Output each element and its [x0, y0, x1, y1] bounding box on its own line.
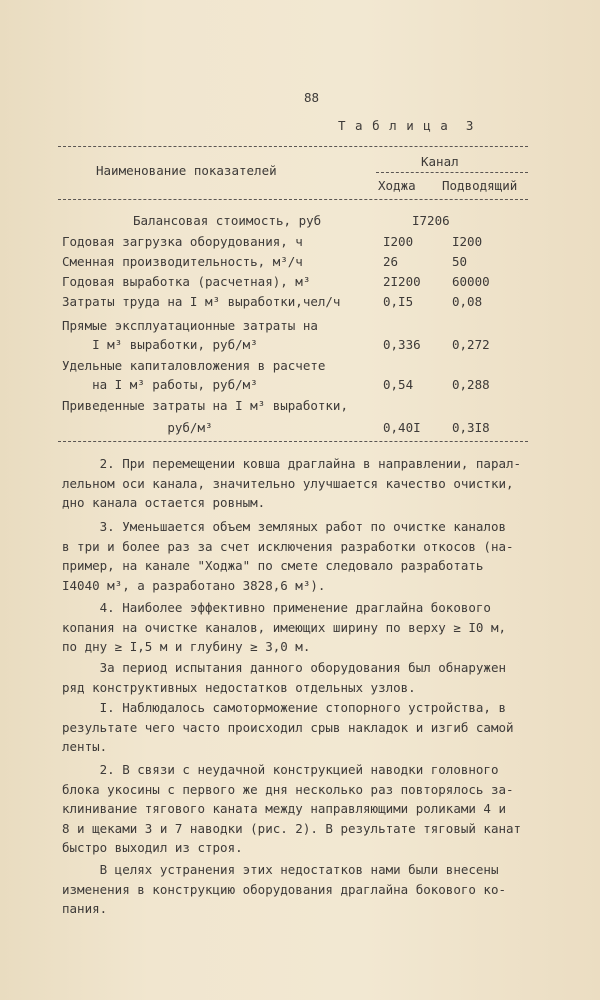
table-cell-podvodyashchiy: I200	[452, 234, 483, 249]
table-row-label: Удельные капиталовложения в расчете	[62, 358, 326, 373]
table-cell-khodzha: I200	[383, 234, 414, 249]
header-channel-group: Канал	[421, 154, 459, 169]
table-cell-podvodyashchiy: 50	[452, 254, 468, 269]
table-row-label: Прямые эксплуатационные затраты на	[62, 318, 318, 333]
header-group-rule	[376, 172, 528, 173]
table-row-label: Годовая выработка (расчетная), м³	[62, 274, 311, 289]
paragraph-line: клинивание тягового каната между направляющими роликами 4 и	[62, 801, 507, 816]
table-cell-khodzha: 0,40I	[383, 420, 421, 435]
table-bottom-rule	[58, 441, 528, 442]
paragraph-line: копания на очистке каналов, имеющих ширину по верху ≥ I0 м,	[62, 619, 507, 635]
table-row-label: I м³ выработки, руб/м³	[62, 337, 258, 352]
paragraph-line: пример, на канале "Ходжа" по смете следовало разработать	[62, 558, 484, 573]
table-cell-podvodyashchiy: 60000	[452, 274, 490, 289]
paragraph-line: по дну ≥ I,5 м и глубину ≥ 3,0 м.	[62, 639, 311, 654]
table-cell-khodzha: 0,I5	[383, 294, 414, 309]
paragraph-line: изменения в конструкцию оборудования драглайна бокового ко-	[62, 881, 507, 897]
paragraph-line: 4. Наиболее эффективно применение драглайна бокового	[62, 600, 491, 615]
table-cell-khodzha: 2I200	[383, 274, 421, 289]
table-row-label: на I м³ работы, руб/м³	[62, 377, 258, 392]
page-number: 88	[304, 90, 320, 105]
table-cell-khodzha: 26	[383, 254, 399, 269]
header-col-khodzha: Ходжа	[378, 178, 416, 193]
table-row-label: Затраты труда на I м³ выработки,чел/ч	[62, 294, 341, 309]
paragraph-line: 2. В связи с неудачной конструкцией наводки головного	[62, 762, 499, 777]
table-row-label: Сменная производительность, м³/ч	[62, 254, 303, 269]
paragraph-line: I4040 м³, а разработано 3828,6 м³).	[62, 577, 326, 593]
paragraph-line: быстро выходил из строя.	[62, 840, 243, 855]
paragraph-line: I. Наблюдалось самоторможение стопорного устройства, в	[62, 700, 507, 715]
table-cell-podvodyashchiy: 0,288	[452, 377, 490, 392]
table-cell-khodzha: 0,54	[383, 377, 414, 392]
paragraph-line: пания.	[62, 901, 108, 916]
table-title: Т а б л и ц а 3	[338, 118, 475, 133]
paragraph-line: 8 и щеками 3 и 7 наводки (рис. 2). В результате тяговый канат	[62, 820, 522, 836]
table-row-label: Годовая загрузка оборудования, ч	[62, 234, 303, 249]
table-header-rule	[58, 199, 528, 200]
paragraph-line: 3. Уменьшается объем земляных работ по очистке каналов	[62, 519, 507, 534]
table-top-rule	[58, 146, 528, 147]
paragraph-line: ленты.	[62, 739, 108, 754]
table-cell-podvodyashchiy: 0,08	[452, 294, 483, 309]
table-row-label: руб/м³	[62, 420, 213, 435]
header-name-column: Наименование показателей	[96, 163, 277, 178]
header-col-podvodyashchiy: Подводящий	[442, 178, 518, 193]
table-cell-khodzha: 0,336	[383, 337, 421, 352]
paragraph-line: ряд конструктивных недостатков отдельных узлов.	[62, 679, 416, 695]
table-cell-khodzha: I7206	[412, 213, 450, 228]
table-cell-podvodyashchiy: 0,272	[452, 337, 490, 352]
paragraph-line: дно канала остается ровным.	[62, 495, 266, 510]
paragraph-line: в три и более раз за счет исключения разработки откосов (на-	[62, 538, 514, 554]
table-cell-podvodyashchiy: 0,3I8	[452, 420, 490, 435]
paragraph-line: 2. При перемещении ковша драглайна в направлении, парал-	[62, 456, 522, 471]
paragraph-line: лельном оси канала, значительно улучшается качество очистки,	[62, 475, 514, 491]
paragraph-line: В целях устранения этих недостатков нами были внесены	[62, 862, 499, 877]
paragraph-line: За период испытания данного оборудования был обнаружен	[62, 660, 507, 675]
table-row-label: Балансовая стоимость, руб	[133, 213, 322, 228]
paragraph-line: блока укосины с первого же дня несколько раз повторялось за-	[62, 781, 514, 797]
paragraph-line: результате чего часто происходил срыв накладок и изгиб самой	[62, 719, 514, 735]
table-row-label: Приведенные затраты на I м³ выработки,	[62, 398, 348, 413]
